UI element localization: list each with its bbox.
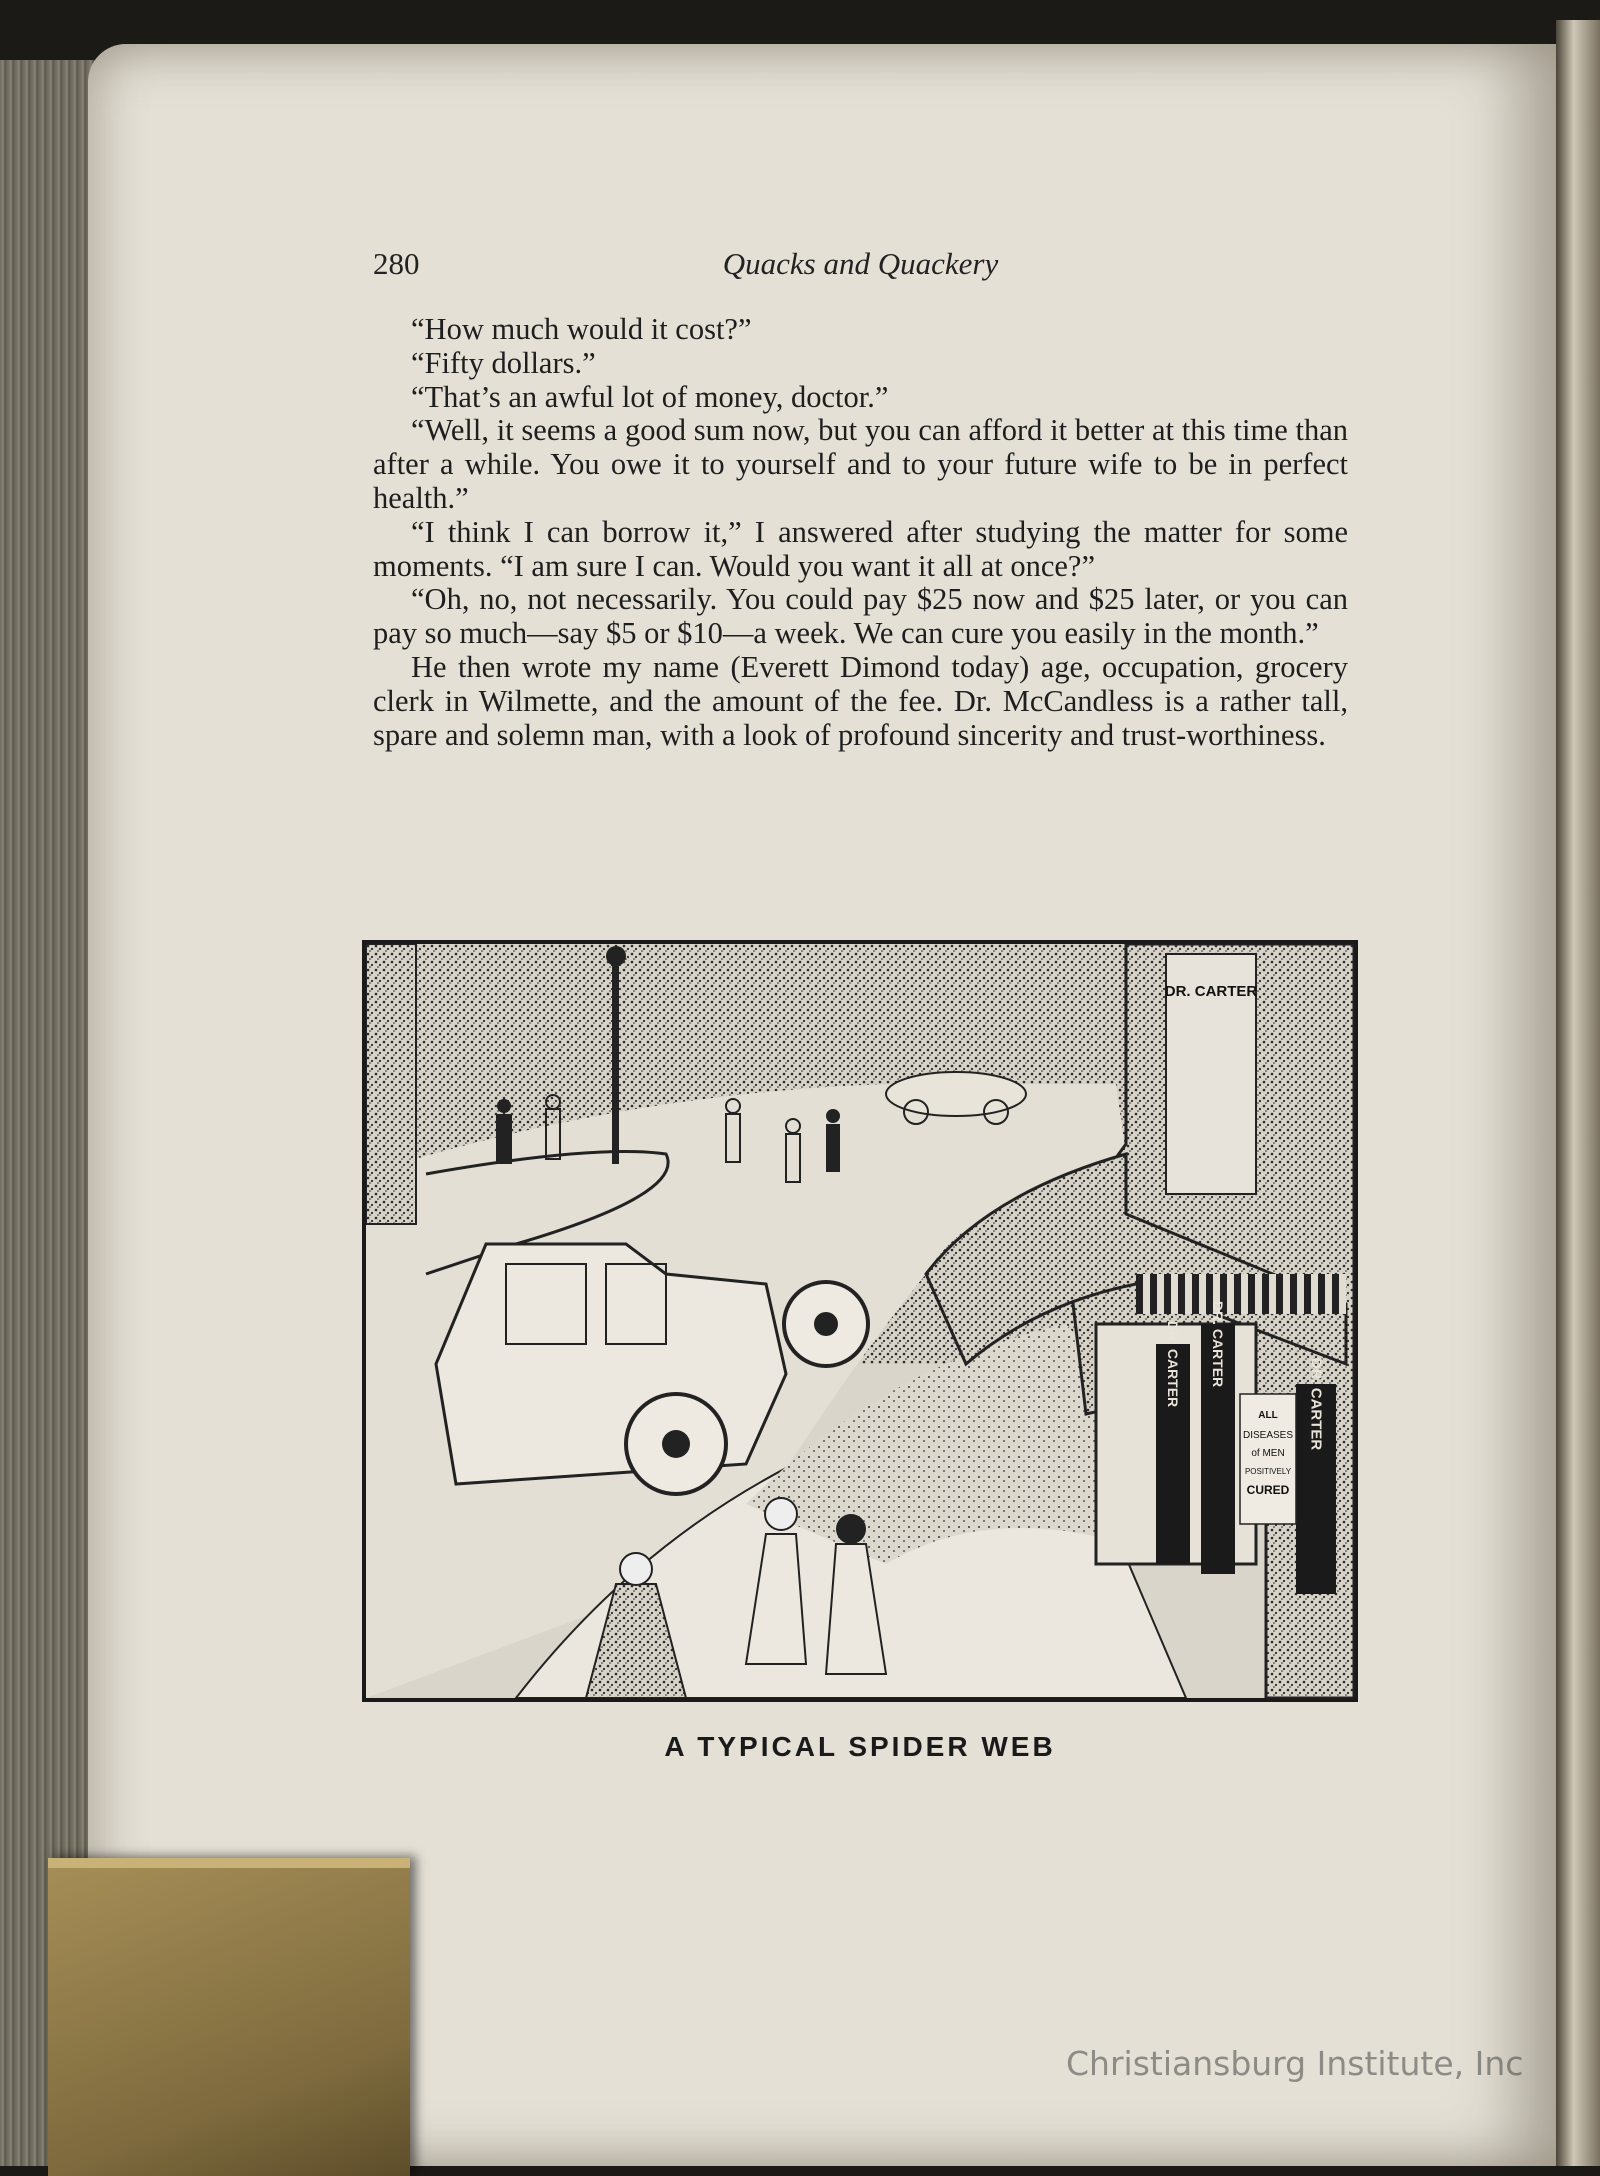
window-sign-line-3: of MEN	[1251, 1448, 1285, 1459]
vertical-sign-1-text: DR. CARTER	[1165, 1320, 1181, 1408]
bookmark	[48, 1858, 410, 2176]
lamp-post	[612, 954, 619, 1164]
street-scene-illustration	[362, 940, 1358, 1702]
paragraph: He then wrote my name (Everett Dimond today) age, occupation, grocery clerk in Wilmette, and the amount of the fee. Dr. McCandless is a rather tall, spare and solemn man, with a look of profound sincerity and trust-worthiness.	[373, 649, 1348, 752]
watermark: Christiansburg Institute, Inc	[1066, 2044, 1524, 2083]
window-sign-line-4: POSITIVELY	[1244, 1467, 1292, 1476]
paragraph: “That’s an awful lot of money, doctor.”	[411, 379, 889, 414]
illustration-drawing	[366, 944, 1354, 1698]
window-sign-line-2: DISEASES	[1242, 1430, 1294, 1441]
window-sign-line-1: ALL	[1258, 1410, 1278, 1421]
window-sign-line-5: CURED	[1246, 1483, 1290, 1497]
paragraph: “Well, it seems a good sum now, but you can afford it better at this time than after a while. You owe it to yourself and to your future wife to be in perfect health.”	[373, 413, 1348, 515]
vertical-sign-3-text: DR. CARTER	[1307, 1357, 1325, 1451]
running-title: Quacks and Quackery	[722, 246, 999, 281]
left-building	[366, 944, 416, 1224]
vertical-sign-2-text: DR. CARTER	[1210, 1300, 1226, 1388]
book-gutter	[1556, 20, 1600, 2166]
paragraph: “Oh, no, not necessarily. You could pay $25 now and $25 later, or you can pay so much—say $5 or $10—a week. We can cure you easily in the month.”	[373, 582, 1348, 651]
paragraph: “How much would it cost?”	[411, 312, 752, 346]
awning-stripes	[1136, 1274, 1346, 1314]
paragraph: “I think I can borrow it,” I answered after studying the matter for some moments. “I am sure I can. Would you want it all at once?”	[373, 514, 1348, 583]
paragraph: “Fifty dollars.”	[411, 345, 596, 380]
body-text	[373, 313, 1348, 752]
figure-caption: A TYPICAL SPIDER WEB	[664, 1731, 1056, 1762]
sign-top: DR. CARTER	[1164, 983, 1258, 1000]
page-header	[373, 246, 1348, 290]
page-number: 280	[373, 246, 420, 281]
